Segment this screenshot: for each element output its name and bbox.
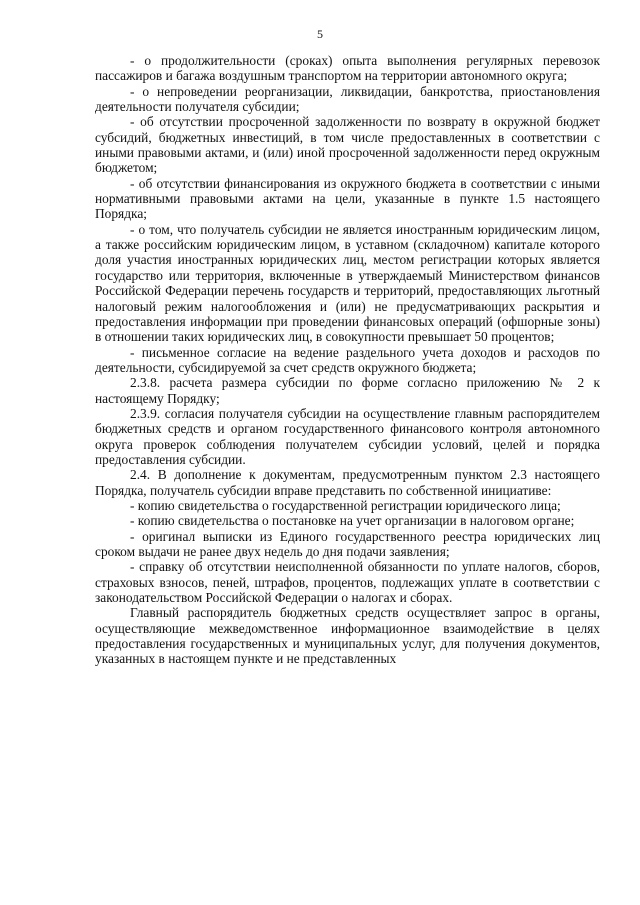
paragraph: - о продолжительности (сроках) опыта выполнения регулярных перевозок пассажиров и багажа воздушным транспортом на территории автономного округа; [95,53,600,84]
paragraph: - копию свидетельства о государственной регистрации юридического лица; [130,497,561,513]
paragraph: - письменное согласие на ведение раздельного учета доходов и расходов по деятельности, субсидируемой за счет средств окружного бюджета; [95,344,600,375]
paragraph: - о том, что получатель субсидии не является иностранным юридическим лицом, а также российским юридическим лицом, в уставном (складочном) капитале которого доля участия иностранных юридических лиц, местом регистрации которых является государство или территория, включенные в утверждаемый Министерством финансов Российской Федерации перечень государств и территорий, предоставляющих льготный налоговый режим налогообложения и (или) не предусматривающих раскрытия и предоставления информации при проведении финансовых операций (офшорные зоны) в отношении таких юридических лиц, в совокупности превышает 50 процентов; [95,221,600,345]
paragraph: 2.3.9. согласия получателя субсидии на осуществление главным распорядителем бюджетных средств и органом государственного финансового контроля автономного округа проверок соблюдения получателем субсидии условий, целей и порядка предоставления субсидии. [95,405,600,467]
paragraph: 2.4. В дополнение к документам, предусмотренным пунктом 2.3 настоящего Порядка, получатель субсидии вправе представить по собственной инициативе: [95,467,600,498]
paragraph: - копию свидетельства о постановке на учет организации в налоговом органе; [130,513,575,529]
page-number: 5 [317,27,323,41]
paragraph: - об отсутствии просроченной задолженности по возврату в окружной бюджет субсидий, бюджетных инвестиций, в том числе предоставленных в соответствии с иными правовыми актами, и (или) иной просроченной задолженности перед окружным бюджетом; [95,114,600,176]
paragraph: - оригинал выписки из Единого государственного реестра юридических лиц сроком выдачи не ранее двух недель до дня подачи заявления; [95,528,600,559]
paragraph: - о непроведении реорганизации, ликвидации, банкротства, приостановления деятельности получателя субсидии; [95,83,600,115]
document-body [95,53,600,667]
paragraph: - об отсутствии финансирования из окружного бюджета в соответствии с иными нормативными правовыми актами на цели, указанные в пункте 1.5 настоящего Порядка; [95,175,600,222]
paragraph: 2.3.8. расчета размера субсидии по форме согласно приложению № 2 к настоящему Порядку; [95,375,600,406]
paragraph: - справку об отсутствии неисполненной обязанности по уплате налогов, сборов, страховых взносов, пеней, штрафов, процентов, подлежащих уплате в соответствии с законодательством Российской Федерации о налогах и сборах. [95,559,600,606]
paragraph: Главный распорядитель бюджетных средств осуществляет запрос в органы, осуществляющие межведомственное информационное взаимодействие в целях предоставления государственных и муниципальных услуг, для получения документов, указанных в настоящем пункте и не представленных [95,605,600,667]
